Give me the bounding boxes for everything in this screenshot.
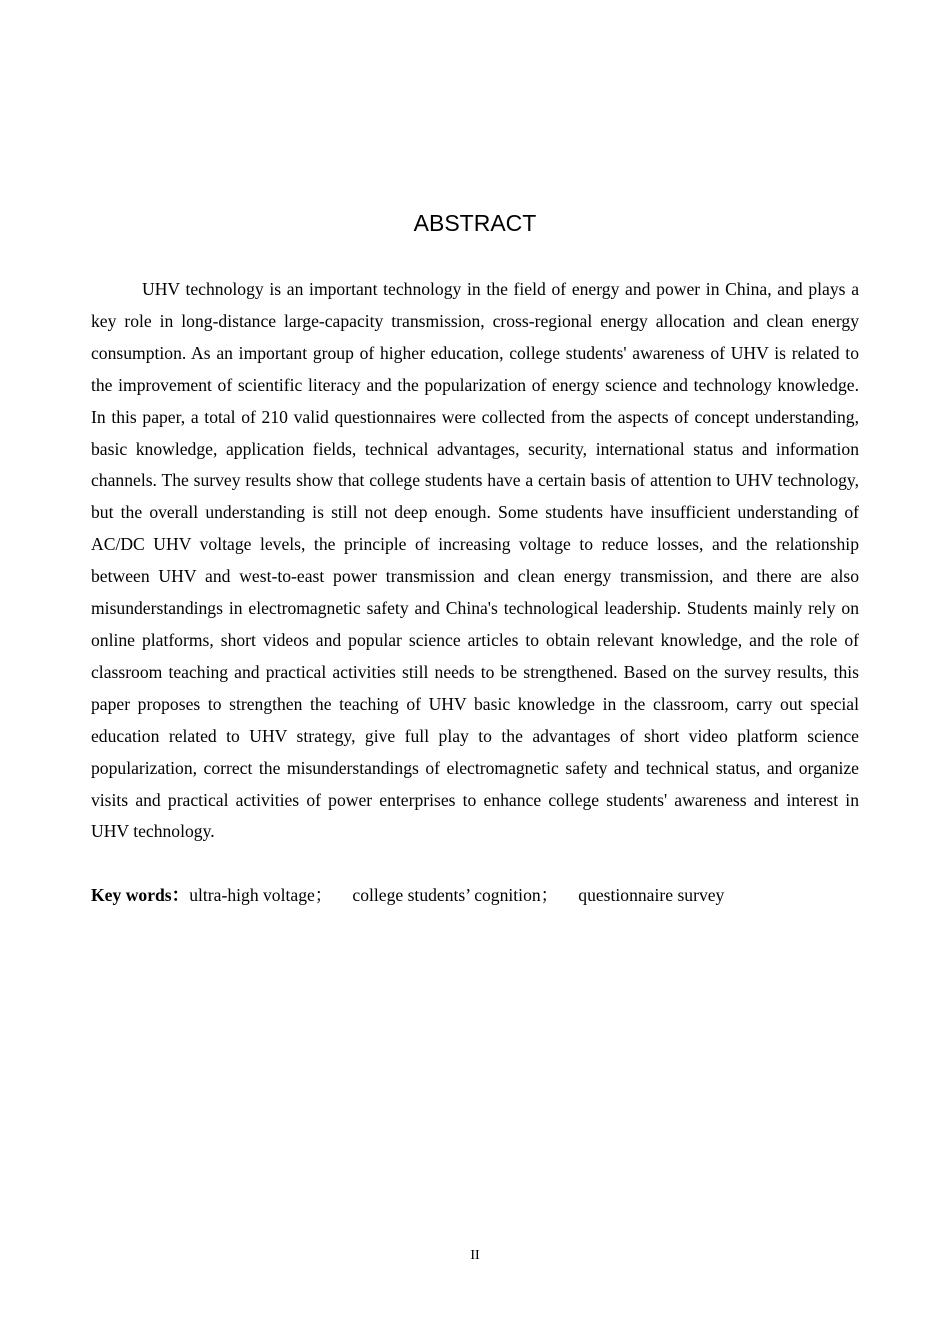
abstract-title: ABSTRACT (413, 210, 537, 236)
page-number: II (470, 1248, 480, 1263)
keyword-item: college students’ cognition； (352, 885, 559, 905)
keywords-label: Key words： (91, 885, 190, 905)
keywords-line (91, 880, 859, 912)
abstract-body: UHV technology is an important technology in the field of energy and power in China, and plays a key role in long-distance large-capacity transmission, cross-regional energy allocation and clean energy consumption. As an important group of higher education, college students' awareness of UHV is related to the improvement of scientific literacy and the popularization of energy science and technology knowledge. In this paper, a total of 210 valid questionnaires were collected from the aspects of concept understanding, basic knowledge, application fields, technical advantages, security, international status and information channels. The survey results show that college students have a certain basis of attention to UHV technology, but the overall understanding is still not deep enough. Some students have insufficient understanding of AC/DC UHV voltage levels, the principle of increasing voltage to reduce losses, and the relationship between UHV and west-to-east power transmission and clean energy transmission, and there are also misunderstandings in electromagnetic safety and China's technological leadership. Students mainly rely on online platforms, short videos and popular science articles to obtain relevant knowledge, and the role of classroom teaching and practical activities still needs to be strengthened. Based on the survey results, this paper proposes to strengthen the teaching of UHV basic knowledge in the classroom, carry out special education related to UHV strategy, give full play to the advantages of short video platform science popularization, correct the misunderstandings of electromagnetic safety and technical status, and organize visits and practical activities of power enterprises to enhance college students' awareness and interest in UHV technology. (91, 279, 859, 842)
keyword-item: questionnaire survey (578, 885, 725, 905)
keyword-item: ultra-high voltage； (189, 885, 333, 905)
